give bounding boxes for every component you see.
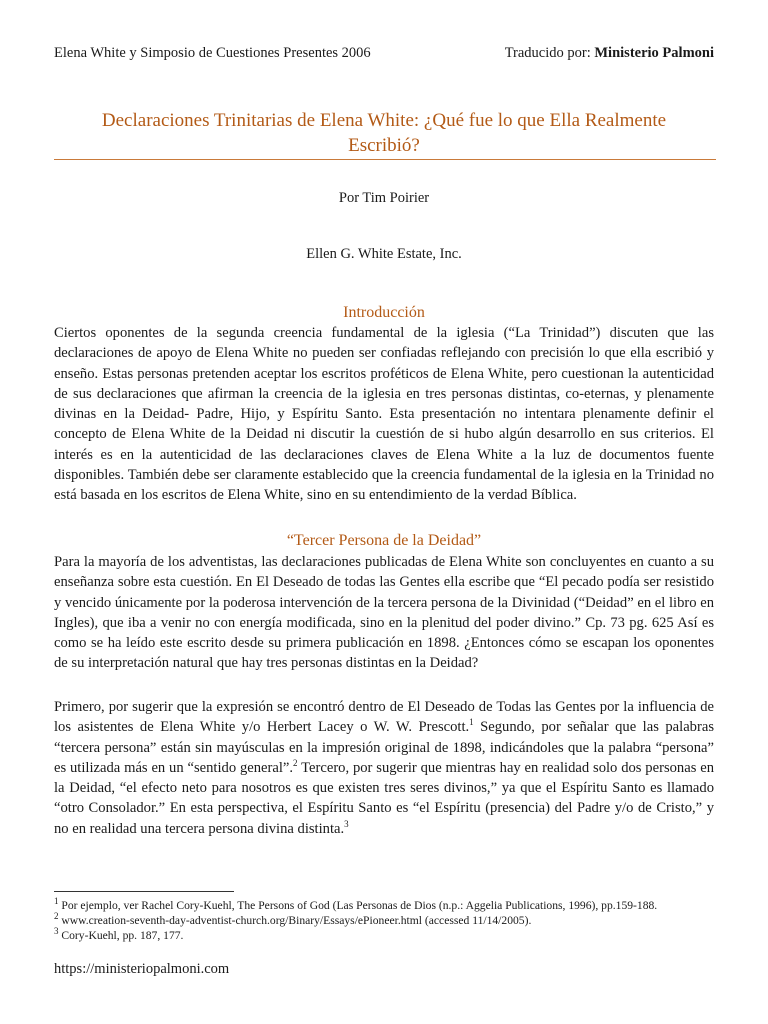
para2-part-a: Primero, por sugerir que la expresión se encontró dentro de El Deseado de Todas las Gentes por la influencia de los asistentes de Elena White y/o Herbert Lacey o W. W. Prescott. xyxy=(54,699,714,736)
website-link[interactable]: https://ministeriopalmoni.com xyxy=(54,961,230,977)
footnote-num: 1 xyxy=(54,896,59,907)
footnote-3 xyxy=(54,928,714,943)
footnote-divider xyxy=(54,891,234,892)
para2-part-c: Tercero, por sugerir que mientras hay en realidad solo dos personas en la Deidad, “el efecto neto para nosotros es que existen tres seres divinos,” ya que el Espíritu Santo es llamado “otro Consolador.” En esta perspectiva, el Espíritu Santo es “el Espíritu (presencia) del Padre y/o de Cristo,” y no en realidad una tercera persona divina distinta. xyxy=(54,759,714,837)
title-line-2: Escribió? xyxy=(348,135,420,156)
header-right-translator: Ministerio Palmoni xyxy=(594,45,714,61)
title-divider xyxy=(54,159,716,160)
document-title xyxy=(54,108,714,158)
body-paragraph-2 xyxy=(54,697,714,839)
footnote-text: Por ejemplo, ver Rachel Cory-Kuehl, The Persons of God (Las Personas de Dios (n.p.: Aggelia Publications, 1996), pp.159-188. xyxy=(58,899,658,912)
organization: Ellen G. White Estate, Inc. xyxy=(306,246,462,262)
intro-paragraph: Ciertos oponentes de la segunda creencia fundamental de la iglesia (“La Trinidad”) discuten que las declaraciones de apoyo de Elena White no pueden ser confiadas reflejando con precisión lo que ella escribió y enseño. Estas personas pretenden aceptar los escritos proféticos de Elena White, pero cuestionan la autenticidad de sus declaraciones que afirman la creencia de la iglesia en tres personas distintas, co-eternas, y plenamente divinas en la Deidad- Padre, Hijo, y Espíritu Santo. Esta presentación no intentara plenamente definir el concepto de Elena White de la Deidad ni discutir la cuestión de si hubo algún desarrollo en sus criterios. El interés es en la autenticidad de las declaraciones claves de Elena White a la luz de documentos fuente disponibles. También debe ser claramente establecido que la creencia fundamental de la iglesia en la Trinidad no está basada en los escritos de Elena White, sino en su entendimiento de la verdad Bíblica. xyxy=(54,325,714,504)
footnote-2 xyxy=(54,913,714,928)
section-heading-third-person: “Tercer Persona de la Deidad” xyxy=(286,532,482,549)
header-right xyxy=(505,45,714,62)
para2-part-b: Segundo, por señalar que las palabras “tercera persona” están sin mayúsculas en la impresión original de 1898, indicándoles que la palabra “persona” es utilizada más en un “sentido general”. xyxy=(54,719,714,776)
footnote-num: 3 xyxy=(54,926,59,937)
footnotes xyxy=(54,898,714,943)
footnote-ref-3[interactable]: 3 xyxy=(344,818,349,829)
byline: Por Tim Poirier xyxy=(338,190,430,206)
intro-heading: Introducción xyxy=(343,304,425,321)
page-header xyxy=(54,45,714,62)
footnote-1 xyxy=(54,898,714,913)
footnote-ref-1[interactable]: 1 xyxy=(469,717,474,728)
header-left: Elena White y Simposio de Cuestiones Presentes 2006 xyxy=(54,45,371,61)
footnote-text: Cory-Kuehl, pp. 187, 177. xyxy=(58,929,184,942)
footnote-text: www.creation-seventh-day-adventist-church.org/Binary/Essays/ePioneer.html (accessed 11/14/2005). xyxy=(58,914,532,927)
header-right-prefix: Traducido por: xyxy=(504,45,595,61)
body-paragraph-1: Para la mayoría de los adventistas, las declaraciones publicadas de Elena White son concluyentes en cuanto a su enseñanza sobre esta cuestión. En El Deseado de todas las Gentes ella escribe que “El pecado podía ser resistido y vencido únicamente por la poderosa intervención de la tercera persona de la Divinidad (“Deidad” en el libro en Ingles), que iba a venir no con energía modificada, sino en la plenitud del poder divino.” Cp. 73 pg. 625 Así es como se ha leído este escrito desde su primera publicación en 1898. ¿Entonces cómo se escapan los oponentes de su interpretación natural que hay tres personas distintas en la Deidad? xyxy=(54,554,714,672)
footnote-ref-2[interactable]: 2 xyxy=(293,758,298,769)
footnote-num: 2 xyxy=(54,911,59,922)
title-line-1: Declaraciones Trinitarias de Elena White: ¿Qué fue lo que Ella Realmente xyxy=(101,110,667,131)
